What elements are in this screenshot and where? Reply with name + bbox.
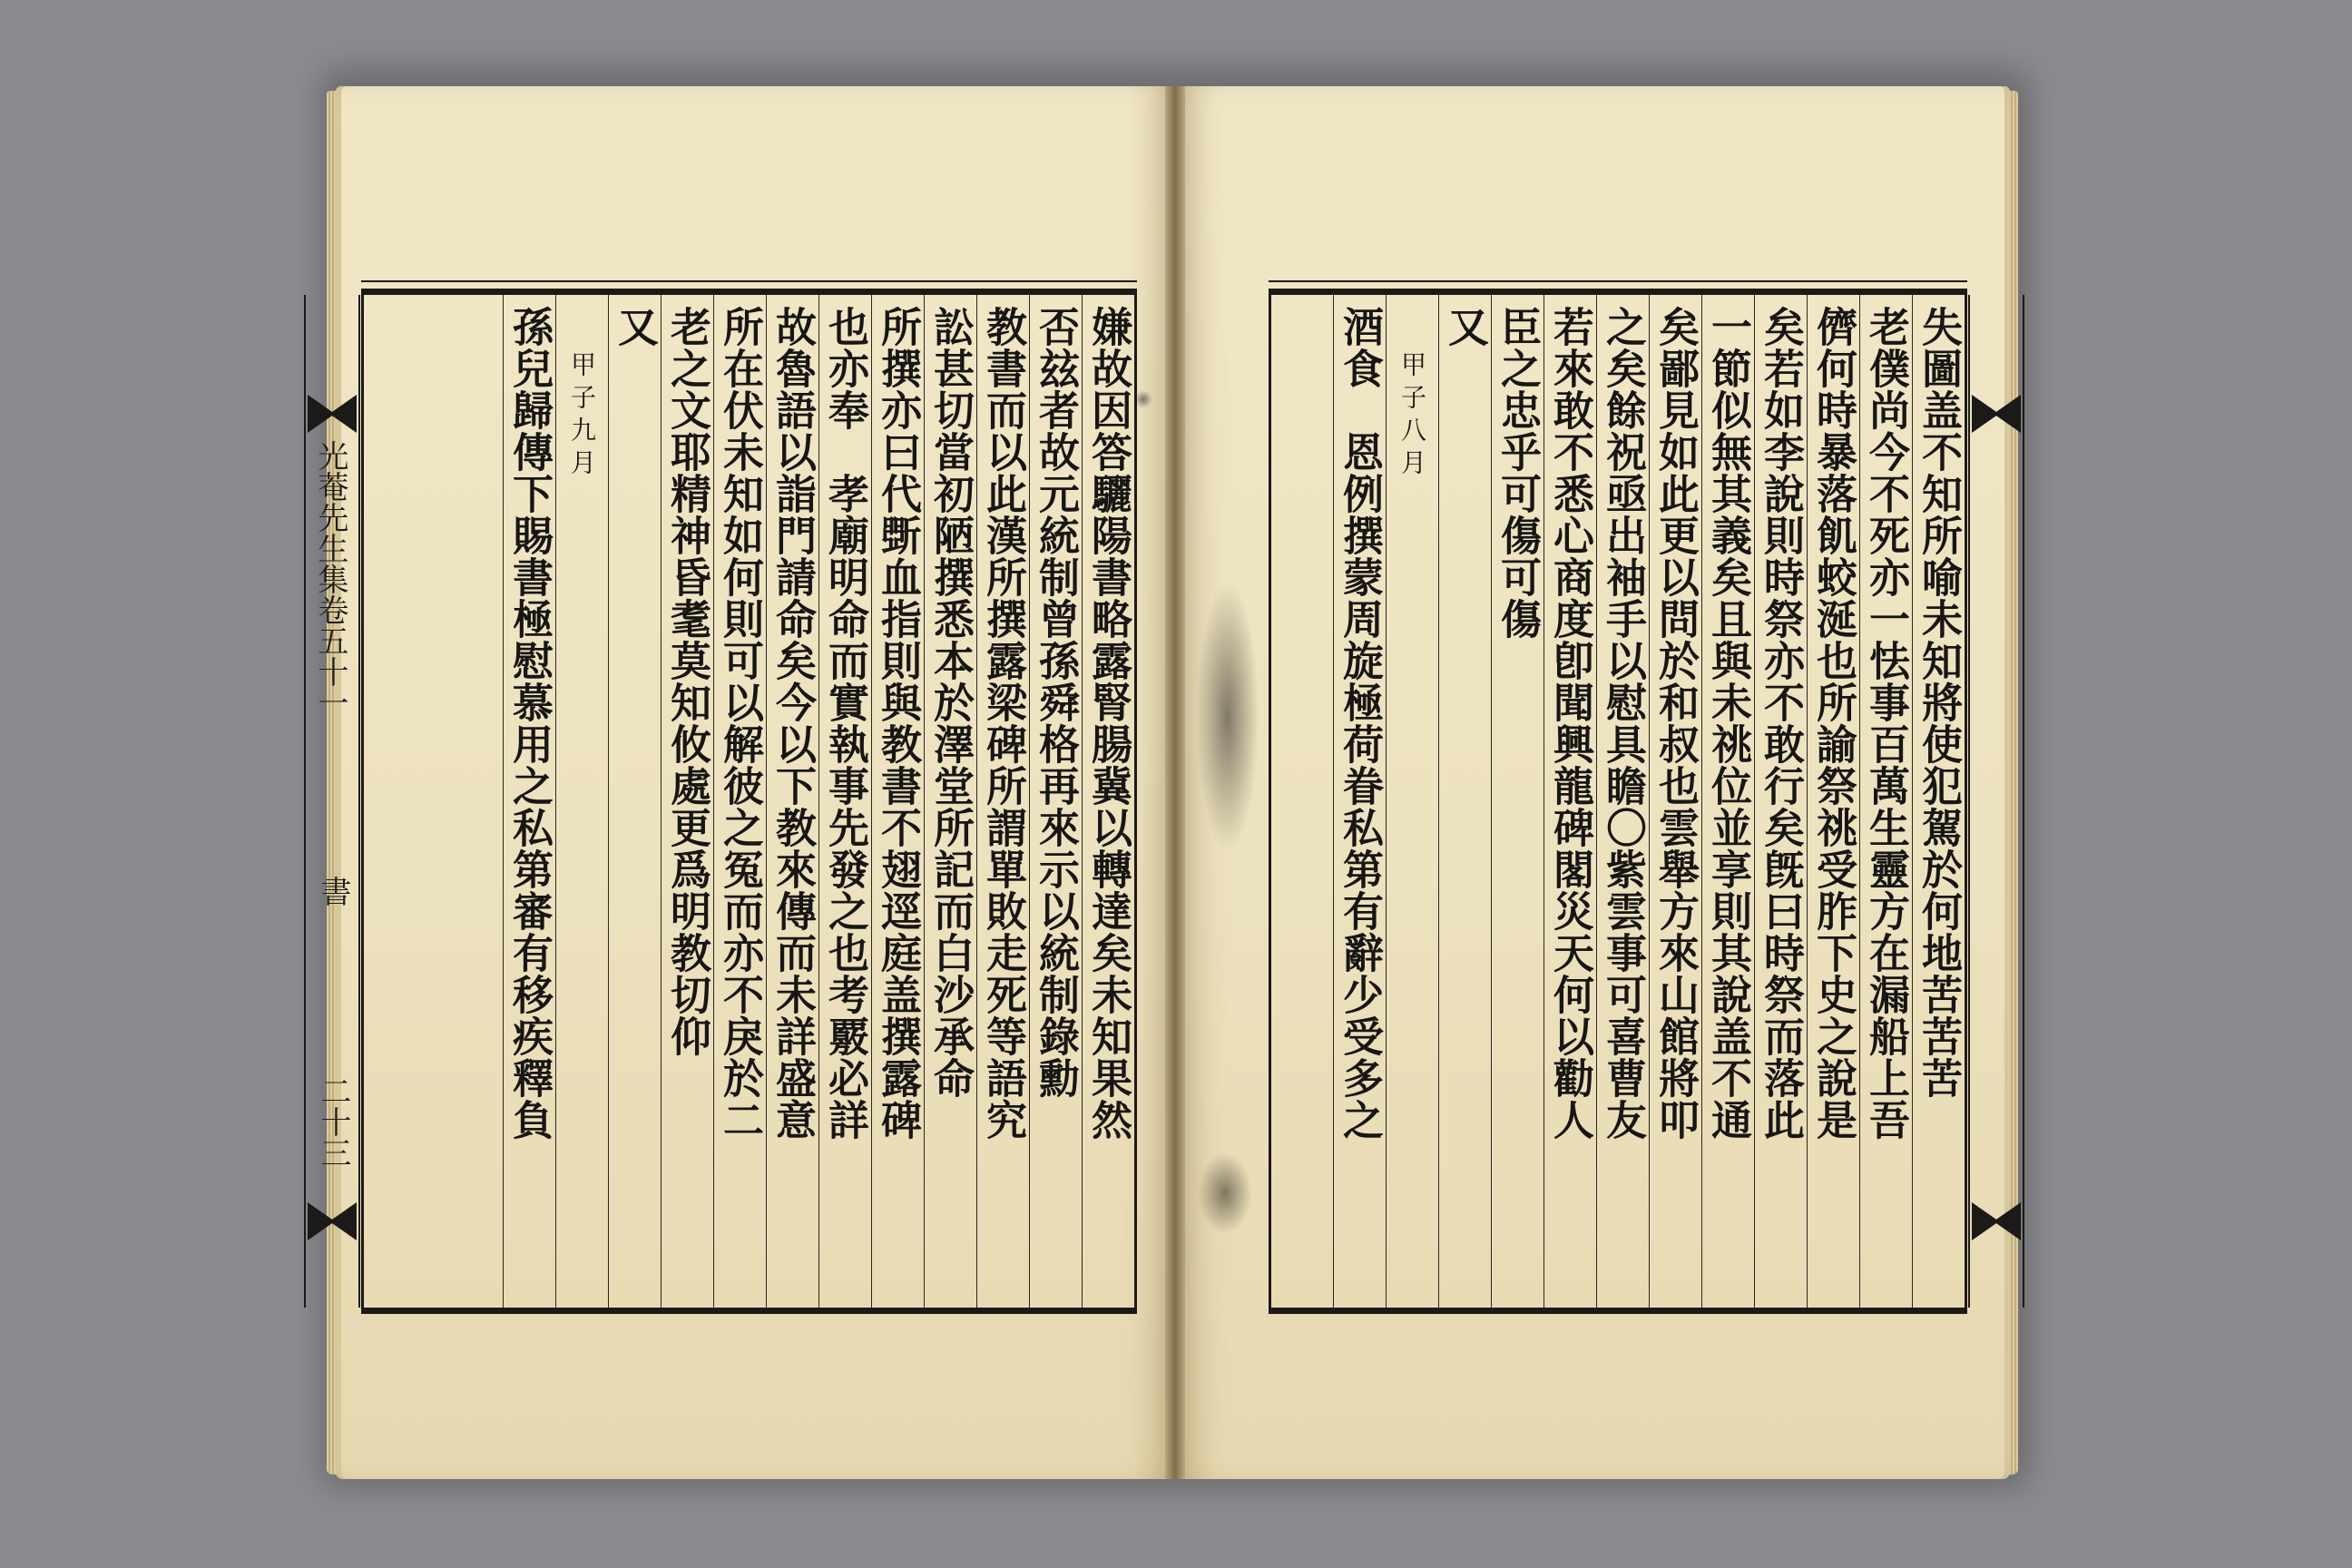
- text-column: 臣之忠乎可傷可傷: [1491, 295, 1544, 1308]
- letter-date: 甲子九月: [555, 295, 608, 1308]
- text-column: 所在伏未知如何則可以解彼之冤而亦不戾於二: [713, 295, 766, 1308]
- section-label: 書: [315, 876, 351, 906]
- text-column: 矣若如李說則時祭亦不敢行矣旣曰時祭而落此: [1754, 295, 1807, 1308]
- letter-date: 甲子八月: [1386, 295, 1438, 1308]
- book-gutter: [1165, 86, 1185, 1479]
- text-column: 失圖盖不知所喻未知將使犯駕於何地苦苦苦: [1912, 295, 1965, 1308]
- book-title-strip: 光菴先生集卷五十一: [312, 440, 348, 718]
- text-column: 若來敢不悉心商度卽聞興龍碑閣災天何以勸人: [1544, 295, 1596, 1308]
- text-column: 孫兒歸傳下賜書極慰慕用之私第審有移疾釋負: [503, 295, 555, 1308]
- text-column: 之矣餘祝亟出袖手以慰具瞻〇紫雲事可喜曹友: [1596, 295, 1649, 1308]
- text-column: 一節似無其義矣且與未祧位並享則其說盖不通: [1701, 295, 1754, 1308]
- text-column: 儕何時暴落飢蛟涎也所諭祭祧受胙下史之說是: [1807, 295, 1859, 1308]
- ink-dot: [1134, 390, 1152, 408]
- text-column: 也亦奉 孝廟明命而實執事先發之也考覈必詳: [818, 295, 871, 1308]
- ink-smudge: [1198, 1152, 1252, 1234]
- lower-fishtail-mark: [308, 1202, 357, 1240]
- right-text-block: [1269, 289, 1967, 1314]
- center-strip-edge: [1968, 295, 2024, 1308]
- text-column: 故魯語以詣門請命矣今以下教來傳而未詳盛意: [766, 295, 818, 1308]
- text-column: 否玆者故元統制曾孫舜格再來示以統制錄勳: [1029, 295, 1082, 1308]
- ink-showthrough: [1196, 581, 1259, 853]
- right-columns: [1271, 295, 1965, 1308]
- left-columns: [364, 295, 1134, 1308]
- left-text-block: [312, 289, 1137, 1314]
- lower-fishtail-mark: [1972, 1202, 2021, 1240]
- text-column: 嫌故因答驪陽書略露腎腸冀以轉達矣未知果然: [1082, 295, 1134, 1308]
- text-column: 訟甚切當初陋撰悉本於澤堂所記而白沙承命: [924, 295, 976, 1308]
- upper-fishtail-mark: [1972, 395, 2021, 433]
- letter-heading: 又: [1438, 295, 1491, 1308]
- text-column: 老僕尚今不死亦一怯事百萬生靈方在漏船上吾: [1859, 295, 1912, 1308]
- text-column: 矣鄙見如此更以問於和叔也雲舉方來山館將叩: [1649, 295, 1701, 1308]
- text-column: 老之文耶精神昏耄莫知攸處更爲明教切仰: [661, 295, 713, 1308]
- text-column: 酒食 恩例撰蒙周旋極荷眷私第有辭少受多之: [1333, 295, 1386, 1308]
- center-strip: [304, 295, 360, 1308]
- text-column: 教書而以此漢所撰露梁碑所謂單敗走死等語究: [976, 295, 1029, 1308]
- upper-fishtail-mark: [308, 395, 357, 433]
- letter-heading: 又: [608, 295, 661, 1308]
- page-number: 二十三: [315, 1075, 351, 1168]
- text-column: 所撰亦曰代斲血指則與教書不翅逕庭盖撰露碑: [871, 295, 924, 1308]
